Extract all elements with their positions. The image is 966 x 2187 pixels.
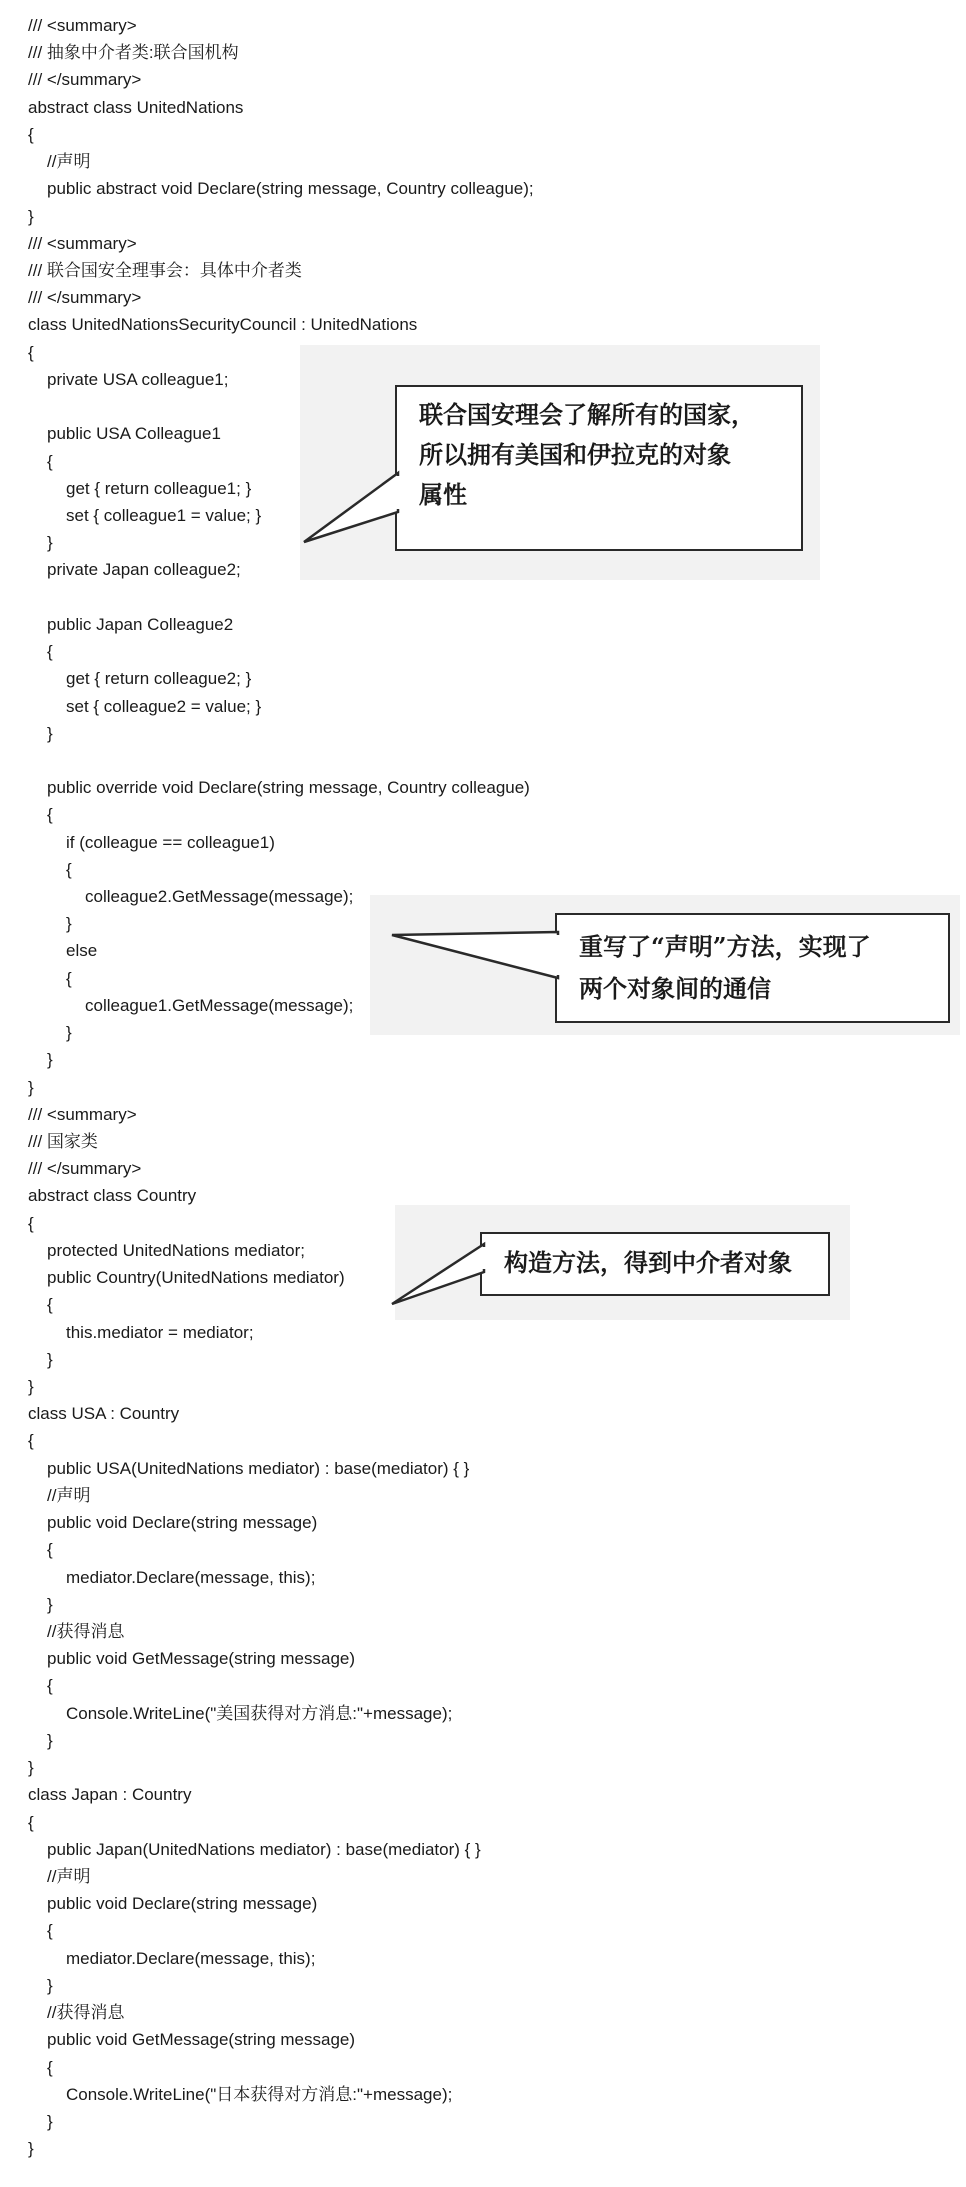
code-line: { — [28, 1812, 34, 1832]
code-line: } — [47, 533, 53, 553]
code-line: } — [28, 2139, 34, 2159]
code-line: { — [66, 968, 72, 988]
code-line: } — [28, 1377, 34, 1396]
code-line: Console.WriteLine("美国获得对方消息:"+message); — [66, 1703, 453, 1723]
code-line: colleague2.GetMessage(message); — [85, 887, 354, 907]
callout-override-declare-line-2: 两个对象间的通信 — [579, 974, 771, 1003]
callout-override-declare-pointer — [390, 920, 560, 990]
code-line: } — [47, 1050, 53, 1070]
code-line: /// <summary> — [28, 233, 137, 253]
code-line: set { colleague1 = value; } — [66, 505, 262, 525]
code-line: public override void Declare(string message, Country colleague) — [47, 778, 530, 798]
code-line: public Japan(UnitedNations mediator) : base(mediator) { } — [47, 1839, 481, 1859]
code-line: /// <summary> — [28, 16, 137, 35]
code-line: { — [47, 1540, 53, 1560]
code-line: get { return colleague2; } — [66, 669, 252, 689]
code-line: } — [66, 914, 72, 934]
code-line: else — [66, 941, 98, 961]
code-line: public void Declare(string message) — [47, 1894, 318, 1914]
code-line: { — [47, 1676, 53, 1696]
code-line: { — [28, 1213, 34, 1233]
code-line: protected UnitedNations mediator; — [47, 1240, 305, 1260]
code-line: /// </summary> — [28, 1159, 142, 1179]
code-line: { — [47, 451, 53, 471]
callout-override-declare — [555, 913, 950, 1023]
code-line: /// </summary> — [28, 70, 142, 90]
code-line: public USA Colleague1 — [47, 424, 221, 444]
code-line: private Japan colleague2; — [47, 560, 241, 580]
callout-constructor-line-1: 构造方法，得到中介者对象 — [504, 1248, 792, 1277]
code-line: } — [47, 1349, 53, 1369]
code-line: } — [66, 1023, 72, 1043]
code-line: mediator.Declare(message, this); — [66, 1948, 316, 1968]
code-line: /// </summary> — [28, 288, 142, 308]
code-line: class Japan : Country — [28, 1785, 192, 1805]
callout-constructor — [480, 1232, 830, 1296]
callout-security-council-line-3: 属性 — [419, 480, 467, 509]
callout-constructor-pointer — [388, 1238, 488, 1308]
code-line: } — [28, 1758, 34, 1778]
code-line: /// <summary> — [28, 1104, 137, 1124]
code-line: mediator.Declare(message, this); — [66, 1567, 316, 1587]
code-line: class USA : Country — [28, 1404, 180, 1424]
code-line: //声明 — [47, 1866, 91, 1886]
code-line: { — [28, 1431, 34, 1451]
code-line: //声明 — [47, 1485, 91, 1505]
code-line: public USA(UnitedNations mediator) : base(mediator) { } — [47, 1458, 470, 1478]
code-line: public void Declare(string message) — [47, 1513, 318, 1533]
code-line: { — [47, 642, 53, 662]
code-line: /// 国家类 — [28, 1132, 98, 1152]
code-line: } — [47, 1730, 53, 1750]
code-line: private USA colleague1; — [47, 369, 229, 389]
code-line: class UnitedNationsSecurityCouncil : UnitedNations — [28, 315, 418, 335]
code-line: } — [47, 2111, 53, 2131]
code-line: { — [47, 2057, 53, 2077]
code-line: abstract class UnitedNations — [28, 97, 244, 117]
code-line: } — [47, 1594, 53, 1614]
code-line: { — [47, 1921, 53, 1941]
code-line: /// 抽象中介者类:联合国机构 — [28, 43, 239, 63]
code-line: } — [28, 206, 34, 226]
code-line: colleague1.GetMessage(message); — [85, 995, 354, 1015]
callout-security-council — [395, 385, 803, 551]
code-line: } — [28, 1077, 34, 1097]
code-line: //获得消息 — [47, 2003, 125, 2023]
code-line: { — [28, 124, 34, 144]
code-line: public Japan Colleague2 — [47, 614, 234, 634]
code-line: } — [47, 723, 53, 743]
code-line: //获得消息 — [47, 1621, 125, 1641]
code-line: { — [47, 1295, 53, 1315]
code-line: } — [47, 1975, 53, 1995]
code-line: get { return colleague1; } — [66, 478, 252, 498]
code-line: /// 联合国安全理事会：具体中介者类 — [28, 260, 302, 280]
code-line: public abstract void Declare(string message, Country colleague); — [47, 179, 534, 199]
callout-security-council-line-2: 所以拥有美国和伊拉克的对象 — [419, 440, 731, 469]
code-line: //声明 — [47, 152, 91, 172]
code-line: public Country(UnitedNations mediator) — [47, 1268, 345, 1288]
callout-security-council-line-1: 联合国安理会了解所有的国家， — [419, 400, 755, 429]
callout-security-council-pointer — [300, 470, 400, 550]
code-line: Console.WriteLine("日本获得对方消息:"+message); — [66, 2084, 453, 2104]
code-line: public void GetMessage(string message) — [47, 2030, 356, 2050]
code-line: if (colleague == colleague1) — [66, 832, 275, 852]
code-line: { — [66, 859, 72, 879]
code-line: public void GetMessage(string message) — [47, 1649, 356, 1669]
code-line: set { colleague2 = value; } — [66, 696, 262, 716]
callout-override-declare-line-1: 重写了“声明”方法，实现了 — [579, 932, 871, 961]
code-line: { — [28, 342, 34, 362]
code-line: this.mediator = mediator; — [66, 1322, 254, 1342]
code-line: { — [47, 805, 53, 825]
code-line: abstract class Country — [28, 1186, 197, 1206]
